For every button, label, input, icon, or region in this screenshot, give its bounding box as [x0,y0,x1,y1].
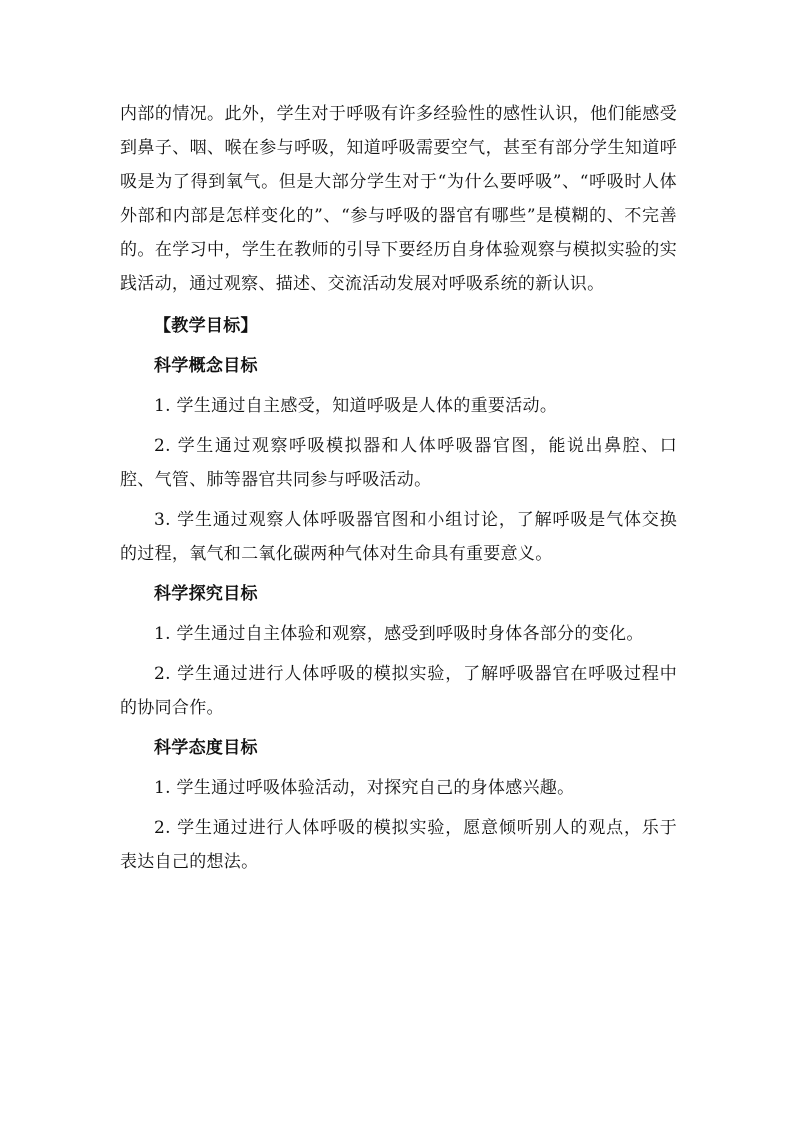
section-title-teaching-goals: 【教学目标】 [154,316,258,336]
document-body [120,97,677,885]
intro-paragraph: 内部的情况。此外，学生对于呼吸有许多经验性的感性认识，他们能感受到鼻子、咽、喉在参与呼吸，知道呼吸需要空气，甚至有部分学生知道呼吸是为了得到氧气。但是大部分学生对于“为什么要呼吸”、“呼吸时人体外部和内部是怎样变化的”、“参与呼吸的器官有哪些”是模糊的、不完善的。在学习中，学生在教师的引导下要经历自身体验观察与模拟实验的实践活动，通过观察、描述、交流活动发展对呼吸系统的新认识。 [120,104,677,294]
goal-item: 2. 学生通过观察呼吸模拟器和人体呼吸器官图，能说出鼻腔、口腔、气管、肺等器官共同参与呼吸活动。 [120,436,677,490]
goal-heading-attitude: 科学态度目标 [154,738,258,758]
goal-heading-inquiry: 科学探究目标 [154,584,258,604]
goal-heading-concept: 科学概念目标 [154,356,258,376]
goal-item: 3. 学生通过观察人体呼吸器官图和小组讨论，了解呼吸是气体交换的过程，氧气和二氧化碳两种气体对生命具有重要意义。 [120,510,677,564]
goal-item: 1. 学生通过自主体验和观察，感受到呼吸时身体各部分的变化。 [154,624,644,644]
goal-item: 1. 学生通过呼吸体验活动，对探究自己的身体感兴趣。 [154,778,575,798]
goal-item: 2. 学生通过进行人体呼吸的模拟实验，了解呼吸器官在呼吸过程中的协同合作。 [120,664,677,718]
goal-item: 1. 学生通过自主感受，知道呼吸是人体的重要活动。 [154,396,558,416]
goal-item: 2. 学生通过进行人体呼吸的模拟实验，愿意倾听别人的观点，乐于表达自己的想法。 [120,818,677,872]
